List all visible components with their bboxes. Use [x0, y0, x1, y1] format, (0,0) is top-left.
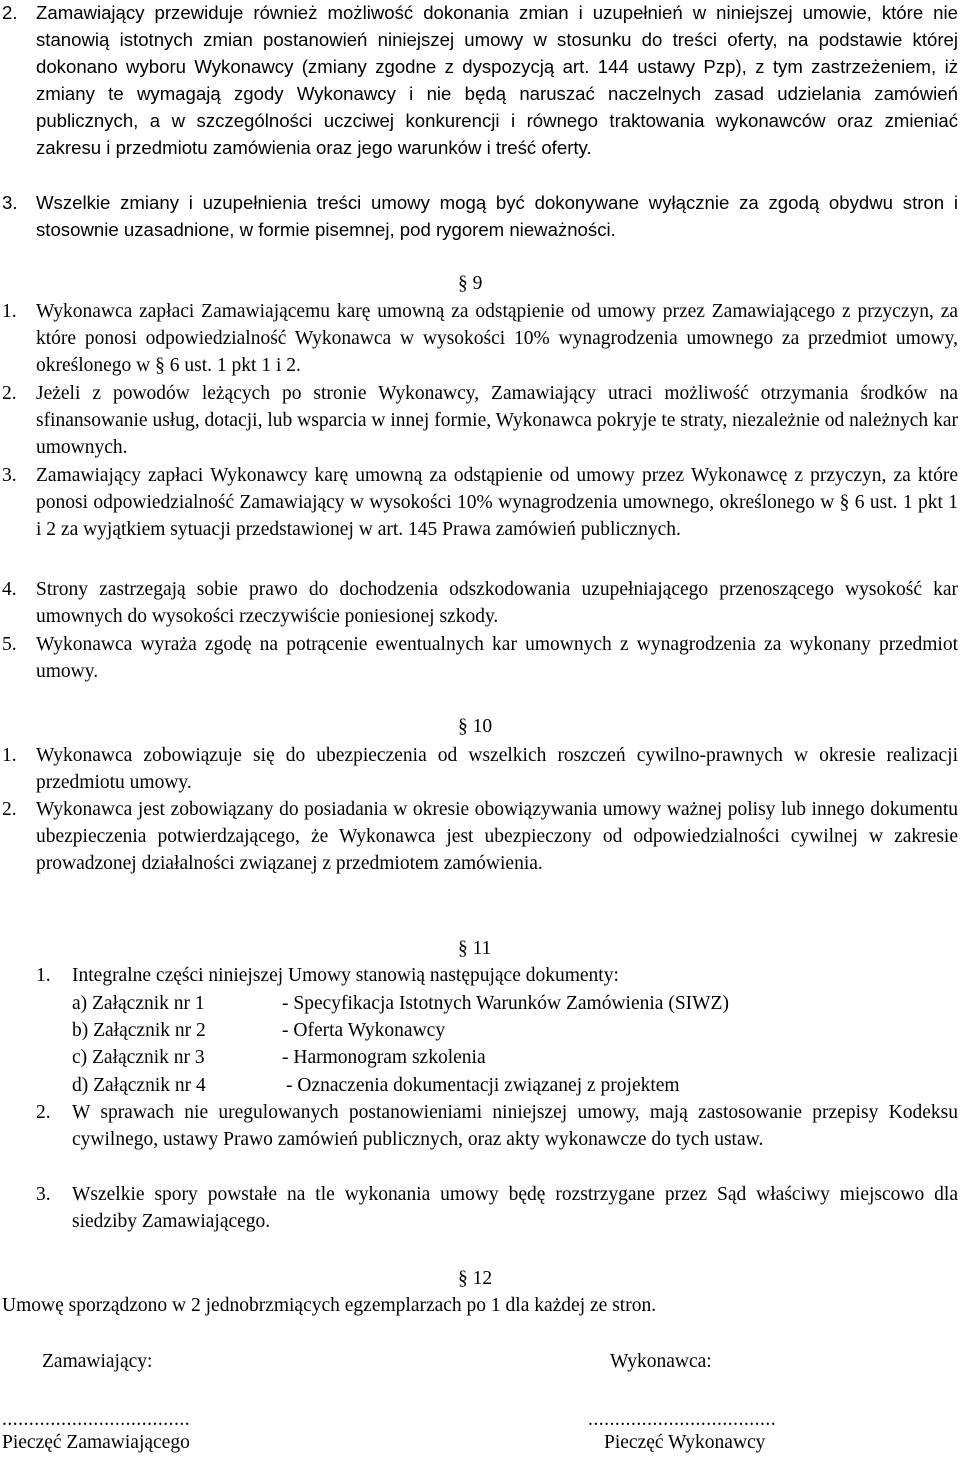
- list-number: 2.: [2, 383, 17, 404]
- list-number: 3.: [2, 465, 17, 486]
- list-item-text: Wykonawca zapłaci Zamawiającemu karę umowną za odstąpienie od umowy przez Zamawiającego z przyczyn, za które ponosi odpowiedzialność Wykonawca w wysokości 10% wynagrodzenia umownego za przedmiot umowy, określonego w § 6 ust. 1 pkt 1 i 2.: [36, 301, 958, 376]
- closing-statement: Umowę sporządzono w 2 jednobrzmiących egzemplarzach po 1 dla każdej ze stron.: [2, 1295, 657, 1316]
- paragraph-text: Zamawiający przewiduje również możliwość dokonania zmian i uzupełnień w niniejszej umowie, które nie stanowią istotnych zmian postanowień niniejszej umowy w stosunku do treści oferty, na podstawie której dokonano wyboru Wykonawcy (zmiany zgodne z dyspozycją art. 144 ustawy Pzp), z tym zastrzeżeniem, iż zmiany te wymagają zgody Wykonawcy i nie będą naruszać naczelnych zasad udzielania zamówień publicznych, a w szczególności uczciwej konkurencji i równego traktowania wykonawców oraz zmieniać zakresu i przedmiotu zamówienia oraz jego warunków i treść oferty.: [36, 2, 958, 158]
- signature-title-right: Wykonawca:: [610, 1351, 712, 1372]
- list-item-text: Integralne części niniejszej Umowy stanowią następujące dokumenty:: [72, 965, 619, 986]
- list-item-text: Jeżeli z powodów leżących po stronie Wykonawcy, Zamawiający utraci możliwość otrzymania środków na sfinansowanie usług, dotacji, lub wsparcia w innej formie, Wykonawca pokryje te straty, niezależnie od należnych kar umownych.: [36, 383, 958, 458]
- list-item-text: W sprawach nie uregulowanych postanowieniami niniejszej umowy, mają zastosowanie przepisy Kodeksu cywilnego, ustawy Prawo zamówień publicznych, oraz akty wykonawcze do tych ustaw.: [72, 1102, 958, 1150]
- list-number: 1.: [36, 965, 51, 986]
- list-number: 4.: [2, 579, 17, 600]
- list-number: 1.: [2, 301, 17, 322]
- list-number: 1.: [2, 745, 17, 766]
- attachment-label: c) Załącznik nr 3: [72, 1047, 205, 1068]
- attachment-description: - Oferta Wykonawcy: [282, 1020, 446, 1041]
- attachment-description: - Specyfikacja Istotnych Warunków Zamówienia (SIWZ): [282, 993, 729, 1014]
- stamp-label-right: Pieczęć Wykonawcy: [604, 1432, 766, 1453]
- attachment-description: - Oznaczenia dokumentacji związanej z projektem: [286, 1075, 680, 1096]
- list-number: 2.: [36, 1102, 51, 1123]
- list-item-text: Wykonawca wyraża zgodę na potrącenie ewentualnych kar umownych z wynagrodzenia za wykonany przedmiot umowy.: [36, 634, 958, 682]
- signature-title-left: Zamawiający:: [42, 1351, 153, 1372]
- section-heading: § 12: [458, 1268, 493, 1289]
- list-item-text: Wykonawca zobowiązuje się do ubezpieczenia od wszelkich roszczeń cywilno-prawnych w okresie realizacji przedmiotu umowy.: [36, 745, 958, 793]
- section-heading: § 9: [458, 273, 483, 294]
- list-number: 3.: [36, 1184, 51, 1205]
- stamp-label-left: Pieczęć Zamawiającego: [2, 1432, 190, 1453]
- list-item-text: Zamawiający zapłaci Wykonawcy karę umowną za odstąpienie od umowy przez Wykonawcę z przyczyn, za które ponosi odpowiedzialność Zamawiający w wysokości 10% wynagrodzenia umownego, określonego w § 6 ust. 1 pkt 1 i 2 za wyjątkiem sytuacji przedstawionej w art. 145 Prawa zamówień publicznych.: [36, 465, 958, 540]
- list-item-text: Strony zastrzegają sobie prawo do dochodzenia odszkodowania uzupełniającego przenoszącego wysokość kar umownych do wysokości rzeczywiście poniesionej szkody.: [36, 579, 958, 627]
- attachment-label: d) Załącznik nr 4: [72, 1075, 206, 1096]
- attachment-label: a) Załącznik nr 1: [72, 993, 205, 1014]
- list-item-text: Wykonawca jest zobowiązany do posiadania w okresie obowiązywania umowy ważnej polisy lub innego dokumentu ubezpieczenia potwierdzającego, że Wykonawca jest ubezpieczony od odpowiedzialności cywilnej w zakresie prowadzonej działalności związanej z przedmiotem zamówienia.: [36, 799, 958, 874]
- paragraph-number: 2.: [2, 2, 18, 23]
- signature-line-right: ...................................: [588, 1409, 777, 1430]
- list-item-text: Wszelkie spory powstałe na tle wykonania umowy będę rozstrzygane przez Sąd właściwy miejscowo dla siedziby Zamawiającego.: [72, 1184, 958, 1232]
- signature-line-left: ...................................: [2, 1409, 191, 1430]
- section-heading: § 10: [458, 716, 493, 737]
- attachment-label: b) Załącznik nr 2: [72, 1020, 206, 1041]
- paragraph-number: 3.: [2, 192, 18, 213]
- list-number: 2.: [2, 799, 17, 820]
- list-number: 5.: [2, 634, 17, 655]
- paragraph-text: Wszelkie zmiany i uzupełnienia treści umowy mogą być dokonywane wyłącznie za zgodą obydwu stron i stosownie uzasadnione, w formie pisemnej, pod rygorem nieważności.: [36, 192, 958, 240]
- section-heading: § 11: [458, 938, 492, 959]
- attachment-description: - Harmonogram szkolenia: [282, 1047, 486, 1068]
